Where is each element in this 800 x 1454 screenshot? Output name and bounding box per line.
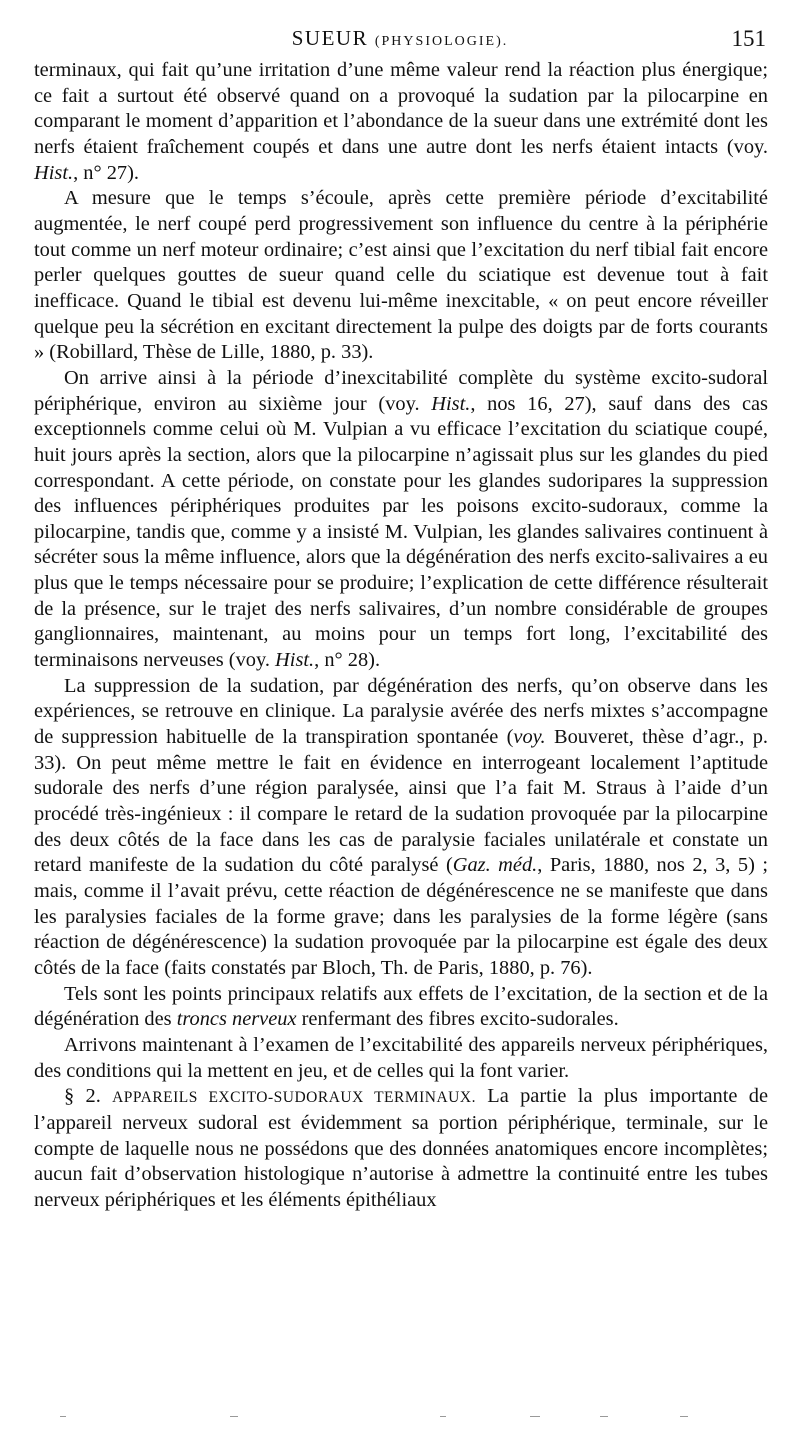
- italic-run: troncs nerveux: [176, 1008, 297, 1031]
- italic-run: Hist.: [275, 649, 315, 672]
- text-run: La partie la plus importante de l’appareil nerveux sudoral est évidemment sa portion périphérique, terminale, sur le compte de laquelle nous ne possédons que des données anatomiques encore incomplètes; aucun fait d’observation histologique n’autorise à admettre la continuité entre les tubes nerveux périphériques et les éléments épithéliaux: [34, 1085, 768, 1211]
- italic-run: Hist.: [34, 161, 74, 184]
- paragraph: [34, 58, 768, 186]
- text-run: terminaux, qui fait qu’une irritation d’une même valeur rend la réaction plus énergique; ce fait a surtout été observé quand on a provoqué la sudation par la pilocarpine en comparant le moment d’apparition et l’abondance de la sueur dans une extrémité dont les nerfs étaient fraîchement coupés et dans une autre dont les nerfs étaient intacts (voy.: [34, 59, 768, 158]
- italic-run: voy.: [513, 726, 546, 749]
- text-run: , nos 16, 27), sauf dans des cas exceptionnels comme celui où M. Vulpian a vu efficace l’excitation du sciatique coupé, huit jours après la section, alors que la pilocarpine n’agissait plus sur les glandes du pied correspondant. A cette période, on constate pour les glandes sudoripares la suppression des influences périphériques produites par les poisons excito-sudoraux, comme la pilocarpine, tandis que, comme y a insisté M. Vulpian, les glandes salivaires continuent à sécréter sous la même influence, alors que la dégénération des nerfs excito-salivaires a eu plus que le temps nécessaire pour se produire; l’explication de cette différence résulterait de la présence, sur le trajet des nerfs salivaires, d’un nombre considérable de groupes ganglionnaires, maintenant, au moins pour un temps fort long, l’excitabilité des terminaisons nerveuses (voy.: [34, 392, 768, 672]
- paragraph: [34, 186, 768, 366]
- text-run: renfermant des fibres excito-sudorales.: [296, 1008, 619, 1031]
- running-head: [0, 26, 800, 56]
- text-run: Bouveret, thèse d’agr., p. 33). On peut même mettre le fait en évidence en interrogeant localement l’aptitude sudorale des nerfs d’une région paralysée, ainsi que l’a fait M. Straus à l’aide d’un procédé très-ingénieux : il compare le retard de la sudation provoquée par la pilocarpine des deux côtés de la face dans les cas de paralysie faciales unilatérale et constate un retard manifeste de la sudation du côté paralysé (: [34, 726, 768, 877]
- scan-artifacts: [60, 1412, 760, 1422]
- text-run: Arrivons maintenant à l’examen de l’excitabilité des appareils nerveux périphériques, des conditions qui la mettent en jeu, et de celles qui la font varier.: [34, 1033, 768, 1082]
- section-heading: APPAREILS EXCITO-SUDORAUX TERMINAUX.: [112, 1089, 476, 1107]
- text-run: , n° 28).: [314, 649, 381, 672]
- italic-run: Hist.: [431, 392, 471, 415]
- text-run: La suppression de la sudation, par dégénération des nerfs, qu’on observe dans les expériences, se retrouve en clinique. La paralysie avérée des nerfs mixtes s’accompagne de suppression habituelle de la transpiration spontanée (: [34, 674, 768, 749]
- body-text: [34, 58, 768, 1214]
- text-run: Tels sont les points principaux relatifs aux effets de l’excitation, de la section et de la dégénération des: [34, 982, 768, 1031]
- header-title: SUEUR: [291, 26, 369, 50]
- page-number: 151: [731, 26, 766, 51]
- text-run: , Paris, 1880, nos 2, 3, 5) ; mais, comme il l’avait prévu, cette réaction de dégénérescence ne se manifeste que dans les paralysies faciales de la forme grave; dans les paralysies de la forme légère (sans réaction de dégénérescence) la sudation provoquée par la pilocarpine est égale des deux côtés de la face (faits constatés par Bloch, Th. de Paris, 1880, p. 76).: [34, 854, 768, 979]
- text-run: , n° 27).: [73, 161, 140, 184]
- text-run: § 2.: [64, 1085, 113, 1108]
- header-subtitle: (PHYSIOLOGIE).: [374, 34, 509, 49]
- italic-run: Gaz. méd.: [452, 854, 538, 877]
- running-title: [0, 26, 800, 51]
- paragraph: [34, 982, 768, 1033]
- paragraph: [34, 1033, 768, 1084]
- paragraph: [34, 366, 768, 674]
- text-run: A mesure que le temps s’écoule, après cette première période d’excitabilité augmentée, le nerf coupé perd progressivement son influence du centre à la périphérie tout comme un nerf moteur ordinaire; c’est ainsi que l’excitation du nerf tibial fait encore perler quelques gouttes de sueur quand celle du sciatique est devenue tout à fait inefficace. Quand le tibial est devenu lui-même inexcitable, « on peut encore réveiller quelque peu la sécrétion en excitant directement la pulpe des doigts par de forts courants » (Robillard, Thèse de Lille, 1880, p. 33).: [34, 187, 768, 364]
- section-paragraph: [34, 1084, 768, 1213]
- paragraph: [34, 674, 768, 982]
- text-run: On arrive ainsi à la période d’inexcitabilité complète du système excito-sudoral périphérique, environ au sixième jour (voy.: [34, 366, 768, 415]
